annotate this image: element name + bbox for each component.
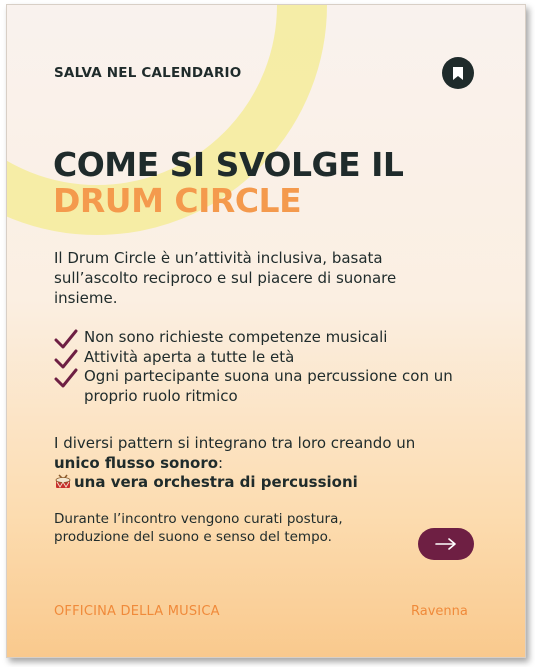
page-title-line2: DRUM CIRCLE	[53, 181, 302, 220]
check-icon	[54, 329, 78, 349]
para2-text: I diversi pattern si integrano tra loro creando un	[54, 434, 416, 452]
list-item-label: Non sono richieste competenze musicali	[84, 328, 388, 346]
intro-paragraph: Il Drum Circle è un’attività inclusiva, basata sull’ascolto reciproco e sul piacere di suonare insieme.	[54, 249, 397, 307]
para2-bold-flow: unico flusso sonoro	[54, 453, 219, 472]
feature-checklist	[54, 328, 494, 406]
list-item	[54, 348, 494, 368]
page-title-line1: COME SI SVOLGE IL	[53, 145, 404, 184]
details-paragraph: Durante l’incontro vengono curati postura, produzione del suono e senso del tempo.	[54, 511, 343, 545]
bookmark-button[interactable]	[442, 57, 474, 89]
list-item	[54, 367, 494, 406]
drum-icon	[54, 474, 72, 490]
list-item-label: Ogni partecipante suona una percussione con un proprio ruolo ritmico	[84, 367, 453, 405]
check-icon	[54, 368, 78, 388]
footer-city: Ravenna	[411, 604, 468, 619]
slide-card	[6, 4, 526, 658]
para2-bold-orchestra: una vera orchestra di percussioni	[74, 473, 358, 491]
next-button[interactable]	[418, 528, 474, 560]
para2-colon: :	[218, 453, 224, 472]
check-icon	[54, 349, 78, 369]
integration-paragraph	[54, 434, 454, 493]
bookmark-icon	[452, 66, 464, 81]
arrow-right-icon	[435, 538, 457, 550]
list-item	[54, 328, 494, 348]
save-to-calendar-link[interactable]: SALVA NEL CALENDARIO	[54, 65, 242, 81]
footer-organization: OFFICINA DELLA MUSICA	[54, 604, 220, 619]
list-item-label: Attività aperta a tutte le età	[84, 347, 295, 366]
